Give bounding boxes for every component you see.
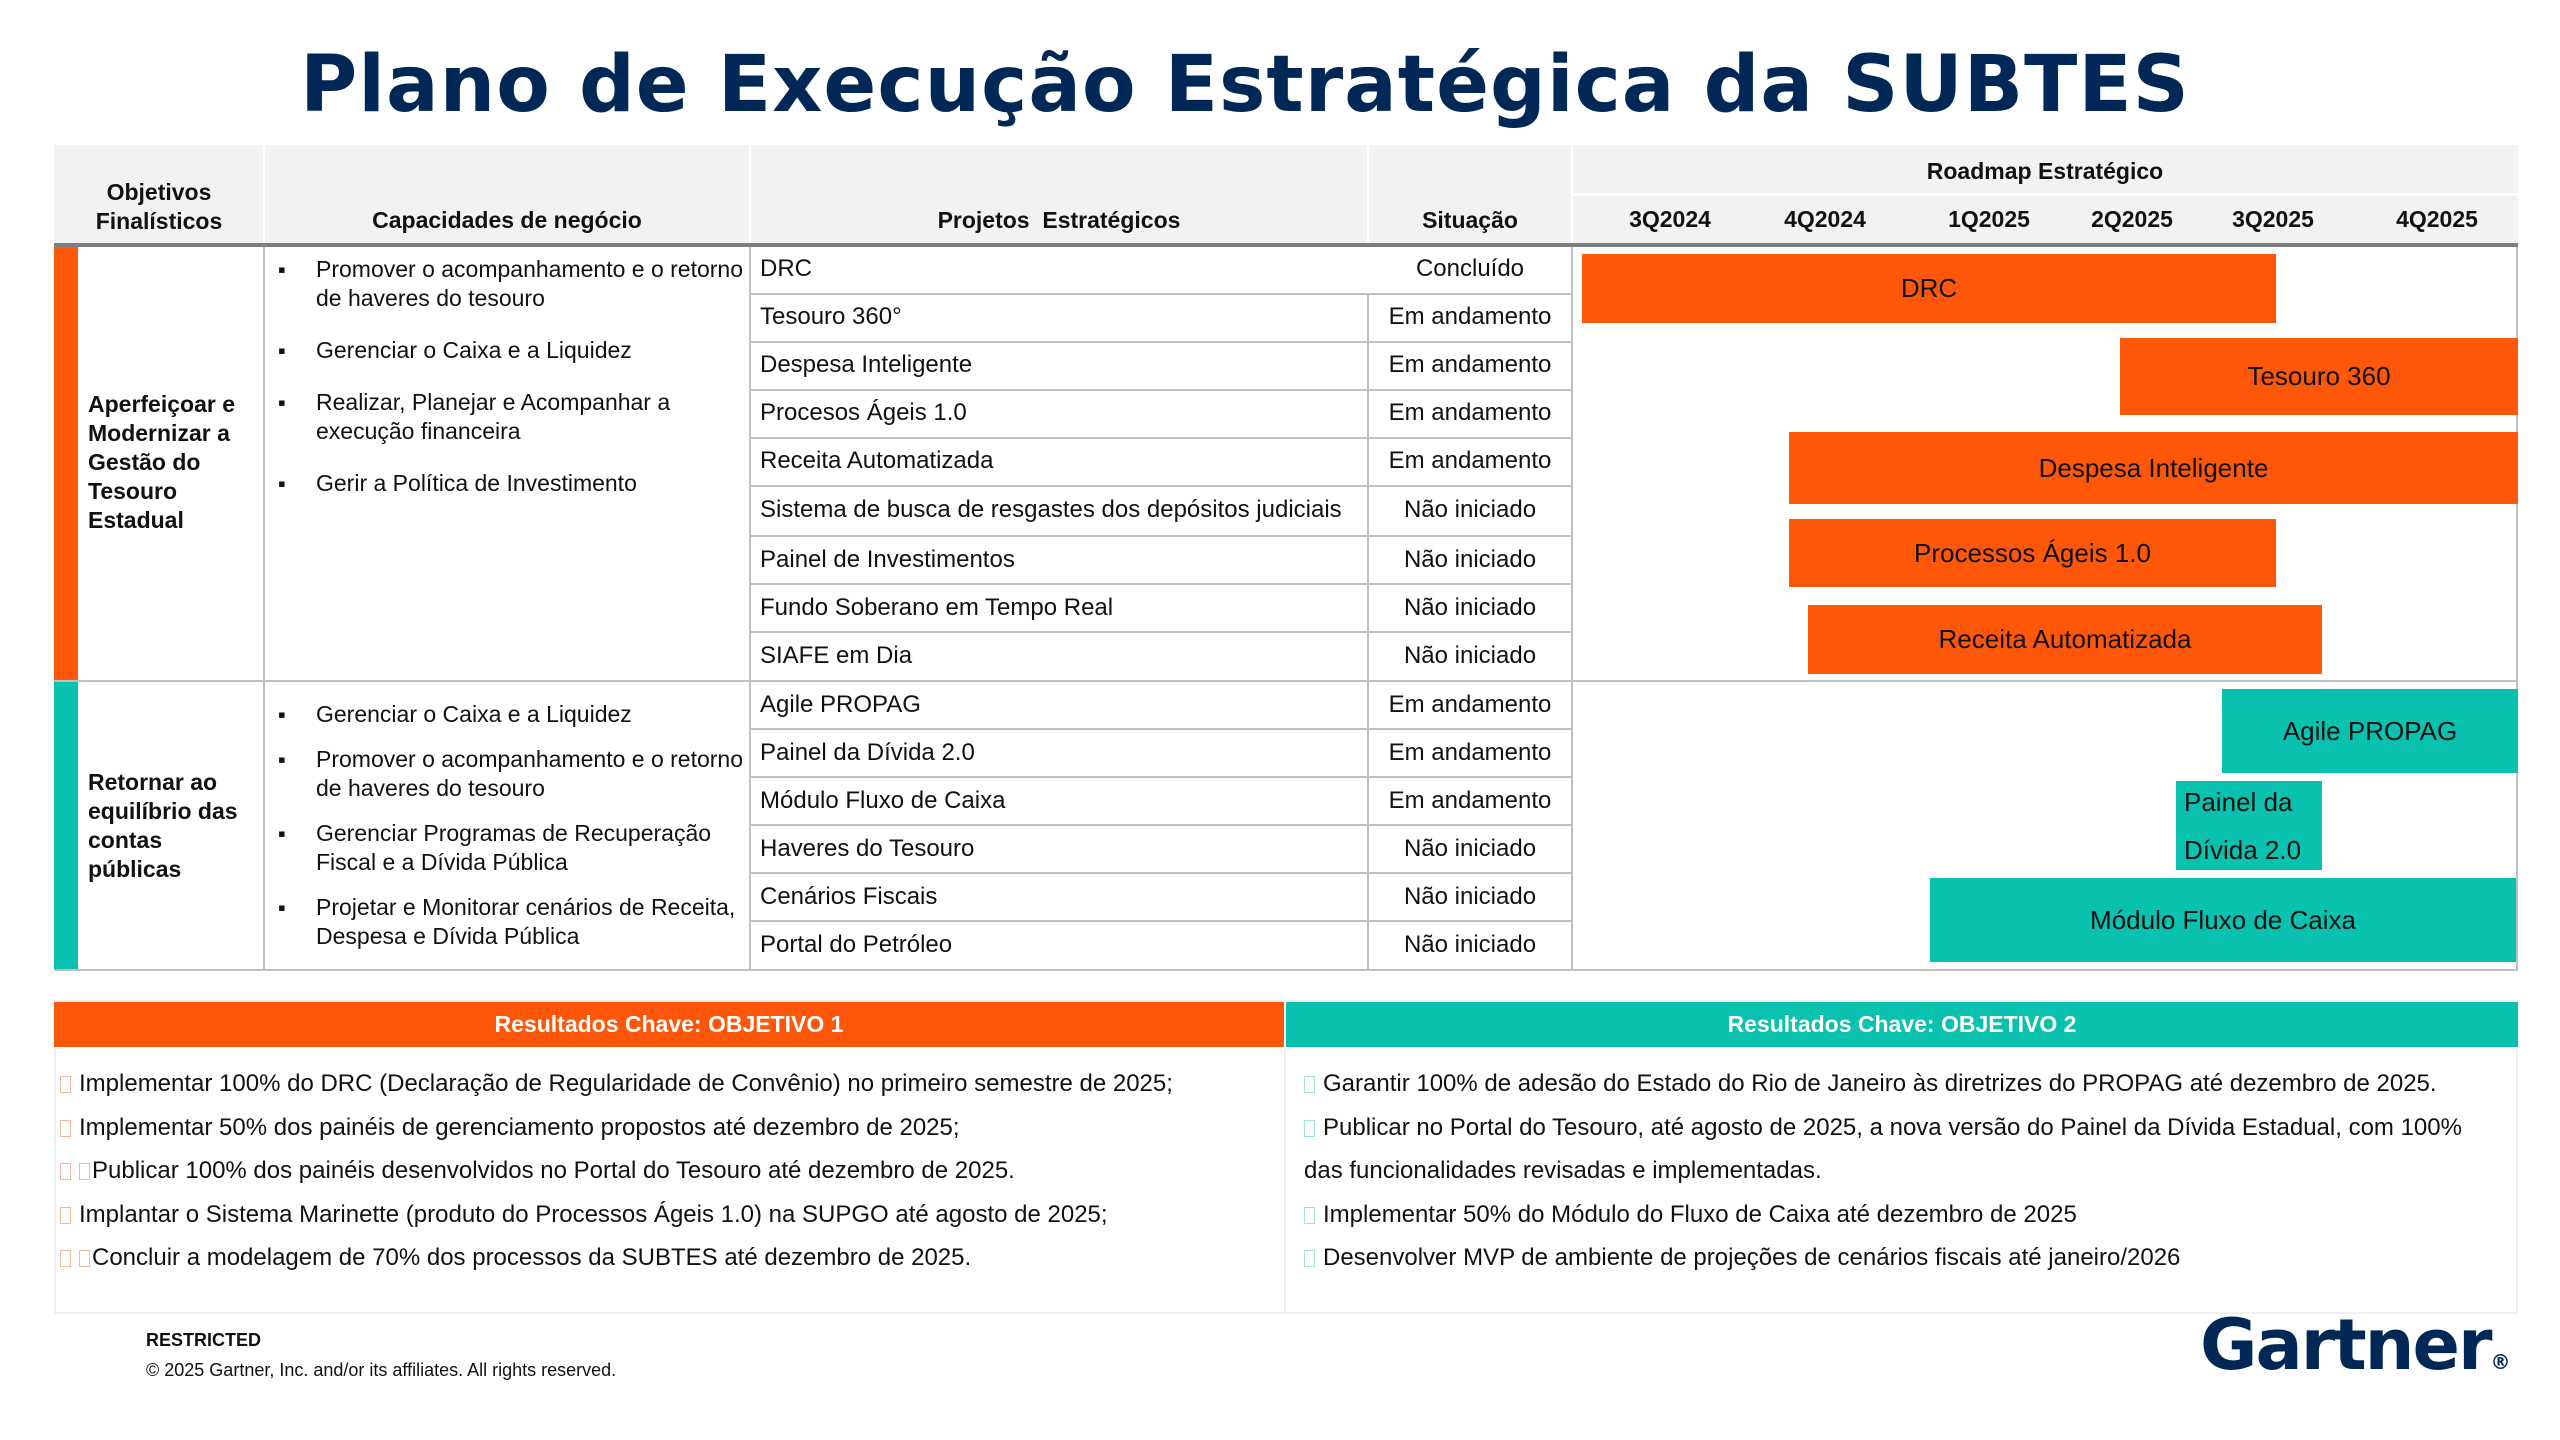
project-name: Haveres do Tesouro — [760, 835, 975, 862]
roadmap-bar-modulo-fluxo-caixa: Módulo Fluxo de Caixa — [1930, 878, 2516, 962]
roadmap-header-divider — [1572, 193, 2518, 196]
roadmap-bar-despesa-inteligente: Despesa Inteligente — [1789, 432, 2518, 504]
checkbox-icon — [1304, 1120, 1315, 1137]
capability-item: ▪ Promover o acompanhamento e o retorno de haveres do tesouro — [270, 745, 745, 803]
project-name: Despesa Inteligente — [760, 351, 973, 378]
key-results-2-list — [1304, 1062, 2514, 1280]
page-title: Plano de Execução Estratégica da SUBTES — [300, 40, 2190, 130]
objective-1-color-strip — [54, 247, 78, 680]
key-result-item: Publicar no Portal do Tesouro, até agosto de 2025, a nova versão do Painel da Dívida Estadual, com 100% — [1304, 1106, 2514, 1150]
project-name: SIAFE em Dia — [760, 642, 913, 669]
header-capacidades: Capacidades de negócio — [372, 207, 642, 233]
capability-item: ▪ Gerenciar o Caixa e a Liquidez — [270, 336, 745, 365]
roadmap-bar-drc: DRC — [1582, 254, 2276, 323]
project-status: Não iniciado — [1403, 546, 1537, 573]
capability-item: ▪ Gerir a Política de Investimento — [270, 469, 745, 498]
quarter-4q2024: 4Q2024 — [1784, 206, 1866, 232]
project-status: Em andamento — [1388, 691, 1552, 718]
objective-2-title: Retornar ao equilíbrio das contas públicas — [88, 769, 238, 882]
project-status: Em andamento — [1388, 739, 1552, 766]
project-name: Portal do Petróleo — [760, 931, 953, 958]
checkbox-icon — [60, 1207, 71, 1224]
project-status: Não iniciado — [1403, 642, 1537, 669]
capability-item: ▪ Realizar, Planejar e Acompanhar a execução financeira — [270, 388, 745, 446]
checkbox-icon — [60, 1163, 71, 1180]
project-status: Não iniciado — [1403, 594, 1537, 621]
roadmap-bar-receita-automatizada: Receita Automatizada — [1808, 605, 2322, 674]
checkbox-icon — [60, 1076, 71, 1093]
objective-2-capabilities — [270, 700, 745, 951]
project-status: Em andamento — [1388, 447, 1552, 474]
header-projetos: Projetos Estratégicos — [937, 207, 1181, 233]
roadmap-bar-agile-propag: Agile PROPAG — [2222, 689, 2518, 773]
project-name: Painel da Dívida 2.0 — [760, 739, 975, 766]
quarter-2q2025: 2Q2025 — [2091, 206, 2173, 232]
header-objetivos: Objetivos Finalísticos — [95, 179, 223, 234]
checkbox-icon — [60, 1250, 71, 1267]
project-status: Não iniciado — [1403, 931, 1537, 958]
capability-item: ▪ Promover o acompanhamento e o retorno de haveres do tesouro — [270, 255, 745, 313]
checkbox-icon — [79, 1163, 90, 1180]
roadmap-bar-painel-divida: Painel da Dívida 2.0 — [2176, 781, 2322, 870]
project-name: Sistema de busca de resgastes dos depósitos judiciais — [760, 496, 1342, 523]
classification-label: RESTRICTED — [146, 1330, 262, 1350]
gartner-logo — [2200, 1300, 2511, 1390]
checkbox-icon — [1304, 1250, 1315, 1267]
copyright-text: © 2025 Gartner, Inc. and/or its affiliates. All rights reserved. — [146, 1360, 617, 1380]
project-status: Em andamento — [1388, 351, 1552, 378]
registered-mark-icon: ® — [2490, 1350, 2511, 1374]
checkbox-icon — [1304, 1207, 1315, 1224]
roadmap-bar-processos-ageis: Processos Ágeis 1.0 — [1789, 519, 2276, 587]
project-name: Fundo Soberano em Tempo Real — [760, 594, 1114, 621]
project-status: Não iniciado — [1403, 835, 1537, 862]
objective-1-title: Aperfeiçoar e Modernizar a Gestão do Tesouro Estadual — [88, 391, 236, 533]
project-status: Não iniciado — [1403, 496, 1537, 523]
capability-item: ▪ Projetar e Monitorar cenários de Receita, Despesa e Dívida Pública — [270, 893, 745, 951]
key-result-item: Implantar o Sistema Marinette (produto do Processos Ágeis 1.0) na SUPGO até agosto de 2025; — [60, 1193, 1280, 1237]
quarter-3q2024: 3Q2024 — [1629, 206, 1711, 232]
project-status: Em andamento — [1388, 787, 1552, 814]
project-name: DRC — [760, 255, 812, 282]
project-status: Em andamento — [1388, 399, 1552, 426]
project-name: Procesos Ágeis 1.0 — [760, 399, 967, 426]
roadmap-bar-tesouro-360: Tesouro 360 — [2120, 338, 2518, 415]
checkbox-icon — [79, 1250, 90, 1267]
key-result-item: Concluir a modelagem de 70% dos processos da SUBTES até dezembro de 2025. — [60, 1236, 1280, 1280]
key-result-item: Publicar 100% dos painéis desenvolvidos no Portal do Tesouro até dezembro de 2025. — [60, 1149, 1280, 1193]
key-result-item: Implementar 50% dos painéis de gerenciamento propostos até dezembro de 2025; — [60, 1106, 1280, 1150]
key-result-item: Implementar 50% do Módulo do Fluxo de Caixa até dezembro de 2025 — [1304, 1193, 2514, 1237]
project-name: Tesouro 360° — [760, 303, 902, 330]
key-result-item: Garantir 100% de adesão do Estado do Rio de Janeiro às diretrizes do PROPAG até dezembro de 2025. — [1304, 1062, 2514, 1106]
key-result-item: Implementar 100% do DRC (Declaração de Regularidade de Convênio) no primeiro semestre de 2025; — [60, 1062, 1280, 1106]
key-results-1-header: Resultados Chave: OBJETIVO 1 — [54, 1002, 1284, 1047]
header-bottom-rule — [54, 243, 2518, 247]
project-name: Cenários Fiscais — [760, 883, 938, 910]
project-status: Em andamento — [1388, 303, 1552, 330]
project-name: Receita Automatizada — [760, 447, 994, 474]
capability-item: ▪ Gerenciar o Caixa e a Liquidez — [270, 700, 745, 729]
project-name: Painel de Investimentos — [760, 546, 1015, 573]
key-results-1-list — [60, 1062, 1280, 1280]
checkbox-icon — [1304, 1076, 1315, 1093]
checkbox-icon — [60, 1120, 71, 1137]
project-status: Não iniciado — [1403, 883, 1537, 910]
header-situacao: Situação — [1422, 207, 1518, 233]
objective-1-capabilities — [270, 255, 745, 498]
quarter-3q2025: 3Q2025 — [2232, 206, 2314, 232]
key-result-item-continuation: das funcionalidades revisadas e implementadas. — [1304, 1157, 1822, 1184]
gartner-logo-text: Gartner — [2200, 1304, 2491, 1386]
key-results-2-header: Resultados Chave: OBJETIVO 2 — [1286, 1002, 2518, 1047]
header-roadmap: Roadmap Estratégico — [1926, 158, 2164, 184]
project-status: Concluído — [1415, 255, 1525, 282]
project-name: Agile PROPAG — [760, 691, 921, 718]
capability-item: ▪ Gerenciar Programas de Recuperação Fiscal e a Dívida Pública — [270, 819, 745, 877]
quarter-4q2025: 4Q2025 — [2396, 206, 2478, 232]
key-result-item: Desenvolver MVP de ambiente de projeções de cenários fiscais até janeiro/2026 — [1304, 1236, 2514, 1280]
quarter-1q2025: 1Q2025 — [1948, 206, 2030, 232]
project-name: Módulo Fluxo de Caixa — [760, 787, 1006, 814]
objective-2-color-strip — [54, 682, 78, 970]
